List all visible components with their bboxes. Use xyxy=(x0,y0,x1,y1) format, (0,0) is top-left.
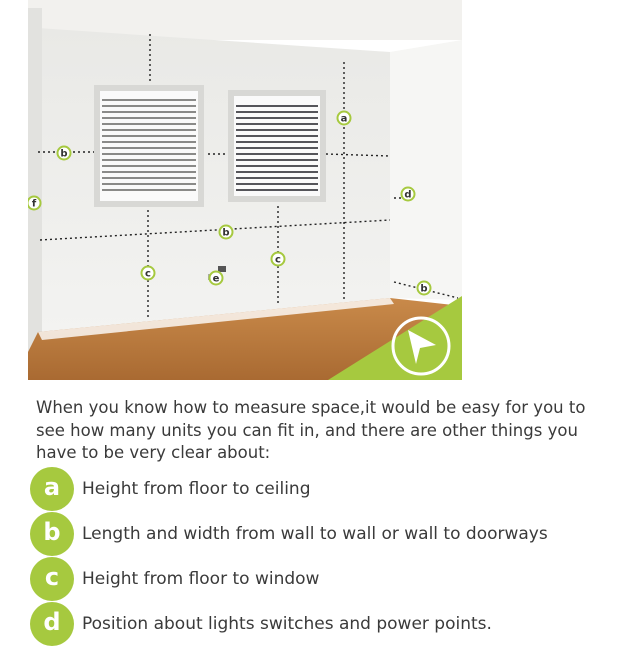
room-illustration xyxy=(28,0,462,380)
legend-text: Height from floor to window xyxy=(82,568,320,589)
marker-letter: e xyxy=(212,273,220,285)
legend-badge: b xyxy=(30,512,74,556)
intro-text: When you know how to measure space,it would be easy for you to see how many units you can fit in, and there are other things you have to be very clear about: xyxy=(36,398,586,462)
marker-letter: b xyxy=(420,283,428,295)
marker-letter: b xyxy=(222,227,230,239)
legend-text: Position about lights switches and power points. xyxy=(82,613,492,634)
marker-letter: a xyxy=(340,113,348,125)
power-socket xyxy=(218,266,226,272)
room-drawing xyxy=(28,0,462,380)
legend-item-c xyxy=(30,556,548,601)
legend-badge: d xyxy=(30,602,74,646)
marker-letter: f xyxy=(31,198,37,210)
right-wall xyxy=(390,40,462,300)
legend-text: Height from floor to ceiling xyxy=(82,478,311,499)
green-edge xyxy=(458,0,462,300)
legend-badge: c xyxy=(30,557,74,601)
marker-letter: c xyxy=(275,254,281,266)
legend-item-d xyxy=(30,601,548,646)
legend-badge: a xyxy=(30,467,74,511)
marker-letter: b xyxy=(60,148,68,160)
back-wall xyxy=(38,28,390,332)
marker-letter: c xyxy=(145,268,151,280)
marker-letter: d xyxy=(404,189,412,201)
left-pillar xyxy=(28,8,42,353)
legend-item-a xyxy=(30,466,548,511)
measurement-legend xyxy=(30,466,548,646)
legend-text: Length and width from wall to wall or wall to doorways xyxy=(82,523,548,544)
window-left xyxy=(94,85,204,207)
legend-item-b xyxy=(30,511,548,556)
window-right xyxy=(228,90,326,202)
